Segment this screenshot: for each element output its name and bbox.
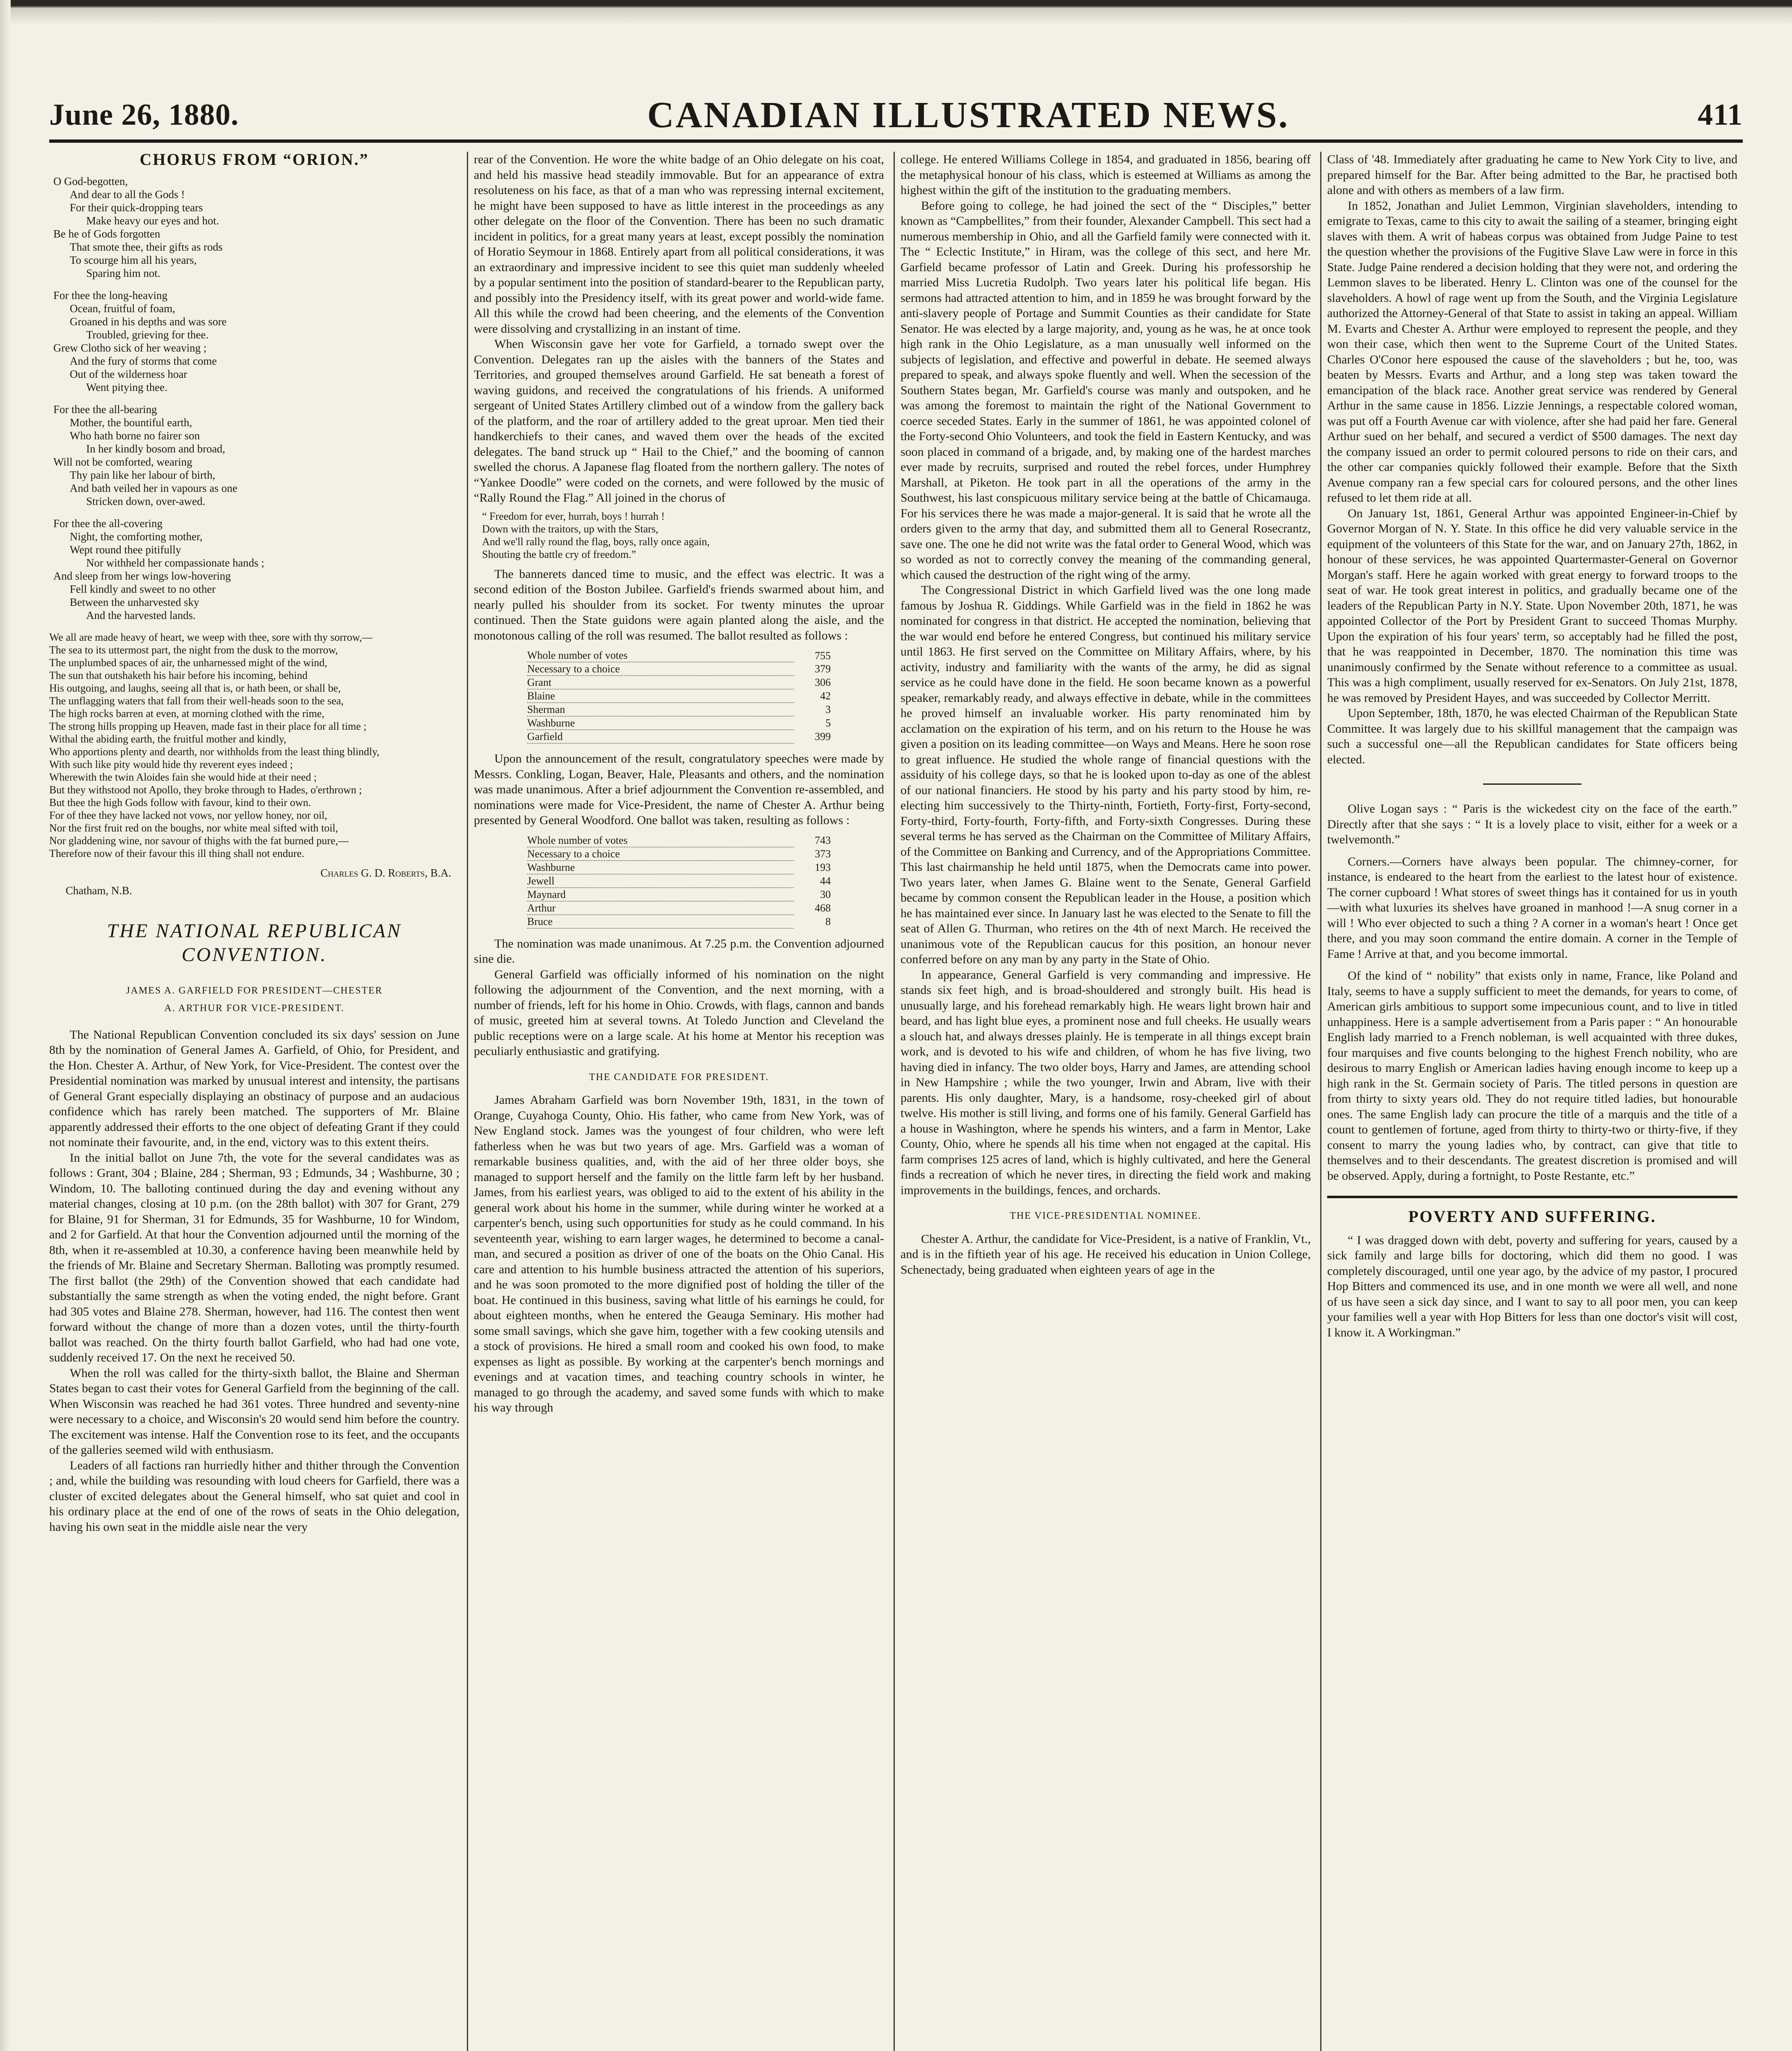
section-heading: THE CANDIDATE FOR PRESIDENT.	[589, 1071, 769, 1083]
page-left-edge	[0, 0, 11, 2051]
paragraph: On January 1st, 1861, General Arthur was appointed Engineer-in-Chief by Governor Morgan of N. Y. State. In this office he did very valuable service in the equipment of the volunteers of this State for the war, and on January 27th, 1862, in honour of these services, he was appointed Quartermaster-General on Governor Morgan's staff. Here he again worked with great energy to forward troops to the seat of war. He took great interest in politics, and gradually became one of the leaders of the Republican Party in N.Y. State. Upon November 20th, 1871, he was appointed Collector of the Port by President Grant to succeed Thomas Murphy. Upon the expiration of his four years' term, so acceptably had he filled the post, that he was reappointed in December, 1870. The nomination this time was unanimously confirmed by the Senate without reference to a committee as usual. This was a high compliment, usually reserved for ex-Senators. On July 21st, 1878, he was removed by President Hayes, and was succeeded by Collector Merritt.	[1327, 506, 1737, 705]
poem-line: For thee the long-heaving	[53, 289, 168, 301]
poem-line: Nor gladdening wine, nor savour of thighs with the fat burned pure,—	[49, 834, 349, 847]
candidate-name: Sherman	[527, 703, 794, 716]
poem-line: His outgoing, and laughs, seeing all that is, or hath been, or shall be,	[49, 682, 341, 694]
candidate-name: Blaine	[527, 689, 794, 703]
table-row	[527, 676, 831, 689]
candidate-name: Whole number of votes	[527, 649, 794, 662]
paragraph: The nomination was made unanimous. At 7.25 p.m. the Convention adjourned sine die.	[474, 936, 884, 966]
column-rule	[467, 152, 468, 2051]
poem-line: The unplumbed spaces of air, the unharnessed might of the wind,	[49, 656, 327, 669]
paragraph: Of the kind of “ nobility” that exists only in name, France, like Poland and Italy, seems to have a supply sufficient to meet the demands, for years to come, of American girls ambitious to support some impecunious count, and to live in titled unhappiness. Here is a sample advertisement from a Paris paper : “ An honourable English lady married to a French nobleman, is well acquainted with three dukes, four marquises and five counts belonging to the highest French nobility, who are desirous to marry English or American ladies having enough income to keep up a high rank in the St. Germain society of Paris. The titled persons in question are from thirty to sixty years old. They do not require titled ladies, but honourable ones. The same English lady can procure the title of a marquis and the title of a count to gentlemen of fortune, aged from thirty to thirty-two or thirty-five, if they consent to marry the young ladies who, by contract, can give that title to themselves and to their descendants. The greatest discretion is promised and will be observed. Apply, during a fortnight, to Poste Restante, etc.”	[1327, 969, 1737, 1183]
poem-stanza	[53, 175, 459, 280]
song-line: Down with the traitors, up with the Stars,	[482, 523, 658, 535]
poem-line: The sun that outshaketh his hair before his incoming, behind	[49, 669, 308, 681]
poem-line: With such like pity would hide thy reverent eyes indeed ;	[49, 758, 293, 770]
paragraph: The National Republican Convention concluded its six days' session on June 8th by the nomination of General James A. Garfield, of Ohio, for President, and the Hon. Chester A. Arthur, of New York, for Vice-President. The contest over the Presidential nomination was marked by unusual interest and intensity, the partisans of General Grant especially displaying an obstinacy of purpose and an audacious confidence which has rarely been matched. The supporters of Mr. Blaine apparently addressed their efforts to the one object of defeating Grant if they could not nominate their favourite, and, in the end, victory was to this extent theirs.	[49, 1028, 459, 1149]
poem-line: For their quick-dropping tears	[70, 201, 203, 214]
poem-line: And dear to all the Gods !	[70, 188, 185, 201]
poem-line: The high rocks barren at even, at morning clothed with the rime,	[49, 707, 325, 719]
poem-stanza	[53, 517, 459, 622]
table-row	[527, 861, 831, 874]
poem-line: Troubled, grieving for thee.	[86, 328, 209, 341]
section-heading: POVERTY AND SUFFERING.	[1408, 1207, 1657, 1226]
paragraph: Chester A. Arthur, the candidate for Vice-President, is a native of Franklin, Vt., and is in the fiftieth year of his age. He received his education in Union College, Schenectady, being graduated when eighteen years of age in the	[901, 1232, 1311, 1277]
poem-line: The unflagging waters that fall from their well-heads soon to the sea,	[49, 694, 344, 707]
poem-line: Will not be comforted, wearing	[53, 455, 192, 468]
poem-line: Fell kindly and sweet to no other	[70, 582, 216, 595]
poem-line: Groaned in his depths and was sore	[70, 315, 227, 328]
poem-line: Out of the wilderness hoar	[70, 368, 187, 380]
poem-line: Stricken down, over-awed.	[86, 495, 206, 507]
vote-count: 306	[815, 676, 831, 688]
poem-line: Ocean, fruitful of foam,	[70, 302, 176, 315]
candidate-name: Necessary to a choice	[527, 662, 794, 676]
poem-line: And the harvested lands.	[86, 609, 196, 621]
candidate-name: Maynard	[527, 888, 794, 901]
poem-long-lines	[49, 631, 459, 860]
ballot-table-president	[527, 649, 831, 744]
vote-count: 5	[825, 717, 831, 729]
page-top-edge	[0, 0, 1792, 25]
column-rule	[894, 152, 895, 2051]
candidate-name: Washburne	[527, 861, 794, 874]
column-rule	[1320, 152, 1321, 2051]
candidate-name: Arthur	[527, 901, 794, 915]
poem-line: Sparing him not.	[86, 267, 160, 279]
vote-count: 743	[815, 834, 831, 846]
paragraph: rear of the Convention. He wore the white badge of an Ohio delegate on his coat, and held his massive head steadily immovable. But for an appearance of extra resoluteness on his face, as that of a man who was repressing internal excitement, he might have been supposed to have as little interest in the proceedings as any other delegate on the floor of the Convention. There has been no such dramatic incident in politics, for a great many years at least, except possibly the nomination of Horatio Seymour in 1868. Entirely apart from all political considerations, it was an extraordinary and impressive incident to see this quiet man suddenly wheeled by a popular sentiment into the position of standard-bearer to the Republican party, and possibly into the Presidency itself, with its great power and world-wide fame. All this while the crowd had been cheering, and the elements of the Convention were dissolving and crystallizing in an instant of time.	[474, 153, 884, 336]
vote-count: 193	[815, 861, 831, 873]
poem-place: Chatham, N.B.	[66, 884, 132, 897]
poem-line: But thee the high Gods follow with favour, kind to their own.	[49, 796, 311, 809]
paragraph: James Abraham Garfield was born November 19th, 1831, in the town of Orange, Cuyahoga County, Ohio. His father, who came from New York, was of New England stock. James was the youngest of four children, who were left fatherless when he was but two years of age. Mrs. Garfield was a woman of remarkable business qualities, and, with the aid of her three older boys, she managed to support herself and the family on the little farm left by her husband. James, from his earliest years, was obliged to aid to the extent of his ability in the general work about his home in the summer, while during winter he worked at a carpenter's bench, using such opportunities for study as he could command. In his seventeenth year, wishing to earn larger wages, he determined to become a canal-man, and secured a position as driver of one of the boats on the Ohio Canal. His care and attention to his humble business attracted the attention of his superiors, and he was soon promoted to the more dignified post of holding the tiller of the boat. He continued in this business, saving what little of his earnings he could, for about eighteen months, when he entered the Geauga Seminary. His mother had some small savings, which she gave him, together with a few cooking utensils and a stock of provisions. He hired a small room and cooked his own food, to make expenses as light as possible. By working at the carpenter's bench mornings and evenings and at vacation times, and teaching country schools in winter, he managed to go through the academy, and saved some funds with which to make his way through	[474, 1093, 884, 1414]
paragraph: college. He entered Williams College in 1854, and graduated in 1856, bearing off the metaphysical honour of his class, which is esteemed at Williams as among the highest within the gift of the institution to the graduating members.	[901, 153, 1311, 197]
poem-line: Who apportions plenty and dearth, nor withholds from the least thing blindly,	[49, 745, 379, 758]
ballot-table-vice-president	[527, 834, 831, 929]
vote-count: 30	[820, 888, 831, 900]
vote-count: 8	[825, 915, 831, 927]
poem-line: That smote thee, their gifts as rods	[70, 240, 223, 253]
candidate-name: Grant	[527, 676, 794, 689]
poem-title: CHORUS FROM “ORION.”	[139, 152, 369, 169]
poem-line: Between the unharvested sky	[70, 596, 199, 608]
table-row	[527, 649, 831, 662]
paragraph: Leaders of all factions ran hurriedly hither and thither through the Convention ; and, while the building was resounding with loud cheers for Garfield, there was a cluster of excited delegates about the General himself, who sat quiet and cool in his ordinary place at the end of one of the rows of seats in the Ohio delegation, having his own seat in the middle aisle near the very	[49, 1458, 459, 1534]
table-row	[527, 888, 831, 901]
poem-line: For of thee they have lacked not vows, nor yellow honey, nor oil,	[49, 809, 327, 821]
vote-count: 468	[815, 902, 831, 914]
paragraph: The bannerets danced time to music, and the effect was electric. It was a second edition of the Boston Jubilee. Garfield's friends swarmed about him, and nearly pulled his shoulder from its socket. For twenty minutes the uproar continued. Then the State guidons were again planted along the aisle, and the monotonous calling of the roll was resumed. The ballot resulted as follows :	[474, 567, 884, 642]
paragraph: “ I was dragged down with debt, poverty and suffering for years, caused by a sick family and large bills for doctoring, which did them no good. I was completely discouraged, until one year ago, by the advice of my pastor, I procured Hop Bitters and commenced its use, and in one month we were all well, and none of us have seen a sick day since, and I want to say to all poor men, you can keep your families well a year with Hop Bitters for less than one doctor's visit will cost, I know it. A Workingman.”	[1327, 1233, 1737, 1339]
paragraph: Upon the announcement of the result, congratulatory speeches were made by Messrs. Conkling, Logan, Beaver, Hale, Pleasants and others, and the nomination was made unanimous. After a brief adjournment the Convention re-assembled, and nominations were made for Vice-President, the name of Chester A. Arthur being presented by General Woodford. One ballot was taken, resulting as follows :	[474, 752, 884, 827]
paragraph: General Garfield was officially informed of his nomination on the night following the adjournment of the Convention, and the next morning, with a number of friends, left for his home in Ohio. Crowds, with flags, cannon and bands of music, greeted him at several towns. At Toledo Junction and Cleveland the public receptions were on a large scale. At his home at Mentor his reception was peculiarly enthusiastic and gratifying.	[474, 967, 884, 1058]
article-title: THE NATIONAL REPUBLICAN CONVENTION.	[107, 920, 402, 966]
column-4	[1327, 152, 1737, 2051]
poem-line: Withal the abiding earth, the fruitful mother and kindly,	[49, 733, 286, 745]
song-line: Shouting the battle cry of freedom.”	[482, 548, 636, 560]
newspaper-title: CANADIAN ILLUSTRATED NEWS.	[647, 94, 1289, 135]
paragraph: In 1852, Jonathan and Juliet Lemmon, Virginian slaveholders, intending to emigrate to Texas, came to this city to await the sailing of a steamer, bringing eight slaves with them. A writ of habeas corpus was obtained from Judge Paine to test the question whether the provisions of the Fugitive Slave Law were in force in this State. Judge Paine rendered a decision holding that they were not, and ordering the Lemmon slaves to be liberated. Henry L. Clinton was one of the counsel for the slaveholders. A howl of rage went up from the South, and the Virginia Legislature authorized the Attorney-General of that State to assist in taking an appeal. William M. Evarts and Chester A. Arthur were employed to represent the people, and they won their case, which then went to the Supreme Court of the United States. Charles O'Conor here espoused the cause of the slaveholders ; but he, too, was beaten by Messrs. Evarts and Arthur, and a long step was taken toward the emancipation of the black race. Another great service was rendered by General Arthur in the same cause in 1856. Lizzie Jennings, a respectable colored woman, was put off a Fourth Avenue car with violence, after she had paid her fare. General Arthur sued on her behalf, and secured a verdict of $500 damages. The next day the company issued an order to permit coloured persons to ride on their cars, and the other car companies quickly followed their example. Before that the Sixth Avenue company ran a few special cars for coloured persons, and the other lines refused to let them ride at all.	[1327, 199, 1737, 505]
article-divider	[1327, 1196, 1737, 1198]
poem-line: Mother, the bountiful earth,	[70, 416, 192, 429]
poem-line: Therefore now of their favour this ill thing shall not endure.	[49, 847, 304, 859]
paragraph: In the initial ballot on June 7th, the vote for the several candidates was as follows : Grant, 304 ; Blaine, 284 ; Sherman, 93 ; Edmunds, 34 ; Washburne, 30 ; Windom, 10. The balloting continued during the day and evening without any material changes, closing at 10 p.m. (on the 28th ballot) with 307 for Grant, 279 for Blaine, 91 for Sherman, 31 for Edmunds, 35 for Washburne, 10 for Windom, and 2 for Garfield. At that hour the Convention adjourned until the morning of the 8th, when it re-assembled at 10.30, a conference having been meanwhile held by the friends of Mr. Blaine and Secretary Sherman. Balloting was promptly resumed. The first ballot (the 29th) of the Convention showed that each candidate had substantially the same strength as when the voting ended, the night before. Grant had 305 votes and Blaine 278. Sherman, however, had 116. The contest then went forward without the change of more than a dozen votes, until the thirty-fourth ballot was reached. On the thirty fourth ballot Garfield, who had had one vote, suddenly received 17. On the next he received 50.	[49, 1151, 459, 1364]
poem-line: And bath veiled her in vapours as one	[70, 482, 238, 494]
poem-line: But they withstood not Apollo, they broke through to Hades, o'erthrown ;	[49, 783, 362, 796]
table-row	[527, 662, 831, 676]
song-line: “ Freedom for ever, hurrah, boys ! hurrah !	[482, 510, 665, 522]
vote-count: 3	[825, 703, 831, 715]
vote-count: 373	[815, 847, 831, 860]
paragraph: Class of '48. Immediately after graduating he came to New York City to live, and prepared himself for the Bar. After being admitted to the Bar, he practised both alone and with others as members of a law firm.	[1327, 153, 1737, 197]
poem-line: Grew Clotho sick of her weaving ;	[53, 341, 207, 354]
poem-line: For thee the all-covering	[53, 517, 163, 530]
poem-line: And sleep from her wings low-hovering	[53, 569, 231, 582]
paragraph: Corners.—Corners have always been popular. The chimney-corner, for instance, is endeared to the heart from the earliest to the latest hour of existence. The corner cupboard ! What stores of sweet things has it contained for us in youth —with what luxuries its shelves have groaned in manhood !—A snug corner in a will ! Who ever objected to such a thing ? A corner in a woman's heart ! Once get there, and you may soon command the entire domain. A corner in the Temple of Fame ! Arrive at that, and you become immortal.	[1327, 854, 1737, 961]
poem-line: Went pitying thee.	[86, 381, 168, 393]
table-row	[527, 847, 831, 861]
vote-count: 755	[815, 649, 831, 662]
poem-line: We all are made heavy of heart, we weep with thee, sore with thy sorrow,—	[49, 631, 373, 643]
poem-line: Who hath borne no fairer son	[70, 429, 200, 442]
candidate-name: Whole number of votes	[527, 834, 794, 847]
poem-line: For thee the all-bearing	[53, 403, 157, 416]
candidate-name: Washburne	[527, 716, 794, 730]
poem-line: Make heavy our eyes and hot.	[86, 214, 219, 227]
poem-line: In her kindly bosom and broad,	[86, 442, 225, 455]
candidate-name: Jewell	[527, 874, 794, 888]
poem-line: Wherewith the twin Aloides fain she would hide at their need ;	[49, 771, 317, 783]
vote-count: 42	[820, 690, 831, 702]
table-row	[527, 915, 831, 928]
paragraph: When Wisconsin gave her vote for Garfield, a tornado swept over the Convention. Delegates ran up the aisles with the banners of the States and Territories, and grouped themselves around Garfield. He sat beneath a forest of waving guidons, and received the congratulations of his friends. A uniformed sergeant of United States Artillery climbed out of a window from the gallery back of the platform, and the roar of artillery added to the great uproar. Men tied their handkerchiefs to their canes, and waved them over the heads of the excited delegates. The band struck up “ Hail to the Chief,” and the booming of cannon swelled the chorus. A Japanese flag floated from the northern gallery. The notes of “Yankee Doodle” were coded on the cornets, and were followed by the music of “Rally Round the Flag.” All joined in the chorus of	[474, 337, 884, 505]
candidate-name: Garfield	[527, 730, 794, 743]
poem-stanza	[53, 403, 459, 508]
column-1	[49, 152, 459, 2051]
table-row	[527, 703, 831, 716]
column-2	[474, 152, 884, 2051]
table-row	[527, 901, 831, 915]
candidate-name: Bruce	[527, 915, 794, 928]
candidate-name: Necessary to a choice	[527, 847, 794, 861]
poem-line: To scourge him all his years,	[70, 254, 197, 266]
paragraph: Before going to college, he had joined the sect of the “ Disciples,” better known as “Campbellites,” from their founder, Alexander Campbell. This sect had a numerous membership in Ohio, and all the Garfield family were connected with it. The “ Eclectic Institute,” in Hiram, was the college of this sect, and here Mr. Garfield became professor of Latin and Greek. During his professorship he married Miss Lucretia Rudolph. Two years later his political life began. His sermons had attracted attention to him, and in 1859 he was brought forward by the anti-slavery people of Portage and Summit Counties as their candidate for State Senator. He was elected by a large majority, and, young as he was, he at once took high rank in the Ohio Legislature, as a man unusually well informed on the subjects of legislation, and effective and powerful in debate. He seemed always prepared to speak, and always spoke fluently and well. When the secession of the Southern States began, Mr. Garfield's course was manly and outspoken, and he was among the foremost to maintain the right of the National Government to coerce seceded States. Early in the summer of 1861, he was appointed colonel of the Forty-second Ohio Volunteers, and took the field in Eastern Kentucky, and was soon placed in command of a brigade, and, by making one of the hardest marches ever made by recruits, surprised and routed the rebel forces, under Humphrey Marshall, at Piketon. He took part in all the operations of the army in the Southwest, his last conspicuous military service being at the battle of Chicamauga. For his services there he was made a major-general. It is said that he wrote all the orders given to the army that day, and submitted them all to General Rosecrantz, save one. The one he did not write was the fatal order to General Wood, which was so worded as not to correctly convey the meaning of the commanding general, which caused the destruction of the right wing of the army.	[901, 199, 1311, 582]
vote-count: 399	[815, 731, 831, 742]
table-row	[527, 689, 831, 703]
song-quote	[482, 510, 884, 561]
poem-line: Nor the first fruit red on the boughs, nor white meal sifted with toil,	[49, 822, 338, 834]
poem-stanzas	[49, 175, 459, 622]
column-3	[901, 152, 1311, 2051]
paragraph: When the roll was called for the thirty-sixth ballot, the Blaine and Sherman States began to cast their votes for General Garfield from the beginning of the call. When Wisconsin was reached he had 361 votes. Three hundred and seventy-nine were necessary to a choice, and Wisconsin's 20 would send him before the country. The excitement was intense. Half the Convention rose to its feet, and the occupants of the galleries seemed wild with enthusiasm.	[49, 1366, 459, 1457]
vote-count: 44	[820, 875, 831, 887]
poem-line: The strong hills propping up Heaven, made fast in their place for all time ;	[49, 720, 367, 732]
table-row	[527, 730, 831, 743]
poem-line: O God-begotten,	[53, 175, 128, 187]
table-row	[527, 716, 831, 730]
paragraph: Olive Logan says : “ Paris is the wickedest city on the face of the earth.” Directly after that she says : “ It is a lovely place to visit, either for a week or a twelvemonth.”	[1327, 802, 1737, 846]
table-row	[527, 834, 831, 847]
paragraph: In appearance, General Garfield is very commanding and impressive. He stands six feet high, and is broad-shouldered and strongly built. His head is unusually large, and his forehead remarkably high. He wears light brown hair and beard, and has light blue eyes, a prominent nose and full cheeks. He usually wears a slouch hat, and always dresses plainly. He is temperate in all things except brain work, and is devoted to his wife and children, of whom he has five living, two having died in infancy. The two older boys, Harry and James, are attending school in New Hampshire ; while the two younger, Irwin and Abram, live with their parents. His only daughter, Mary, is a handsome, rosy-cheeked girl of about twelve. His mother is still living, and forms one of his family. General Garfield has a house in Washington, where he spends his winters, and a farm in Mentor, Lake County, Ohio, where he spends all his time when not engaged at the capital. His farm comprises 125 acres of land, which is highly cultivated, and here the General finds a recreation of which he never tires, in directing the field work and making improvements in the buildings, fences, and orchards.	[901, 968, 1311, 1197]
poem-stanza	[53, 289, 459, 394]
poem-author: Charles G. D. Roberts, B.A.	[320, 866, 451, 879]
paragraph: The Congressional District in which Garfield lived was the one long made famous by Joshua R. Giddings. While Garfield was in the field in 1862 he was nominated for congress in that district. He accepted the nomination, believing that the war would end before he entered Congress, but continued his military service until 1863. He first served on the Committee on Military Affairs, where, by his activity, industry and familiarity with the wants of the army, he did as signal service as he could have done in the field. He soon became known as a powerful speaker, remarkably ready, and always effective in debate, while in the committees he proved himself an invaluable worker. His party renominated him by acclamation on the expiration of his term, and on his return to the House he was given a position on its leading committee—on Ways and Means. Here he soon rose to great influence. He studied the whole range of financial questions with the assiduity of his college days, so that he is looked upon to-day as one of the ablest of our national financiers. He stood by his party and his party stood by him, re-electing him successively to the Thirty-ninth, Fortieth, Forty-first, Forty-second, Forty-third, Forty-fourth, Forty-fifth, and Forty-sixth Congresses. During these several terms he has served as the Chairman on the Committee of Military Affairs, of the Committee on Banking and Currency, and of the Appropriations Committee. This last chairmanship he held until 1875, when the Democrats came into power. Two years later, when James G. Blaine went to the Senate, General Garfield became by common consent the Republican leader in the House, a position which he has maintained ever since. In January last he was elected to the Senate to fill the seat of Allen G. Thurman, who retires on the 4th of next March. He received the unanimous vote of the Republican caucus for this position, an honour never conferred before on any man by any party in the State of Ohio.	[901, 583, 1311, 966]
page-header	[49, 90, 1743, 143]
poem-line: Be he of Gods forgotten	[53, 227, 160, 240]
article-divider	[1483, 783, 1582, 785]
section-heading: THE VICE-PRESIDENTIAL NOMINEE.	[1010, 1211, 1202, 1221]
article-subtitle: A. ARTHUR FOR VICE-PRESIDENT.	[164, 1003, 345, 1014]
page-number: 411	[1698, 98, 1743, 132]
poem-line: Wept round thee pitifully	[70, 543, 181, 556]
poem-line: Nor withheld her compassionate hands ;	[86, 556, 265, 569]
paragraph: Upon September, 18th, 1870, he was elected Chairman of the Republican State Committee. It was largely due to his skillful management that the campaign was such a successful one—all the Republican candidates for State officers being elected.	[1327, 706, 1737, 766]
poem-line: Thy pain like her labour of birth,	[70, 468, 215, 481]
poem-line: Night, the comforting mother,	[70, 530, 203, 543]
poem-line: And the fury of storms that come	[70, 354, 217, 367]
table-row	[527, 874, 831, 888]
poem-line: The sea to its uttermost part, the night from the dusk to the morrow,	[49, 644, 338, 656]
issue-date: June 26, 1880.	[49, 98, 239, 132]
article-subtitle: JAMES A. GARFIELD FOR PRESIDENT—CHESTER	[126, 985, 383, 996]
song-line: And we'll rally round the flag, boys, rally once again,	[482, 535, 710, 548]
vote-count: 379	[815, 663, 831, 675]
